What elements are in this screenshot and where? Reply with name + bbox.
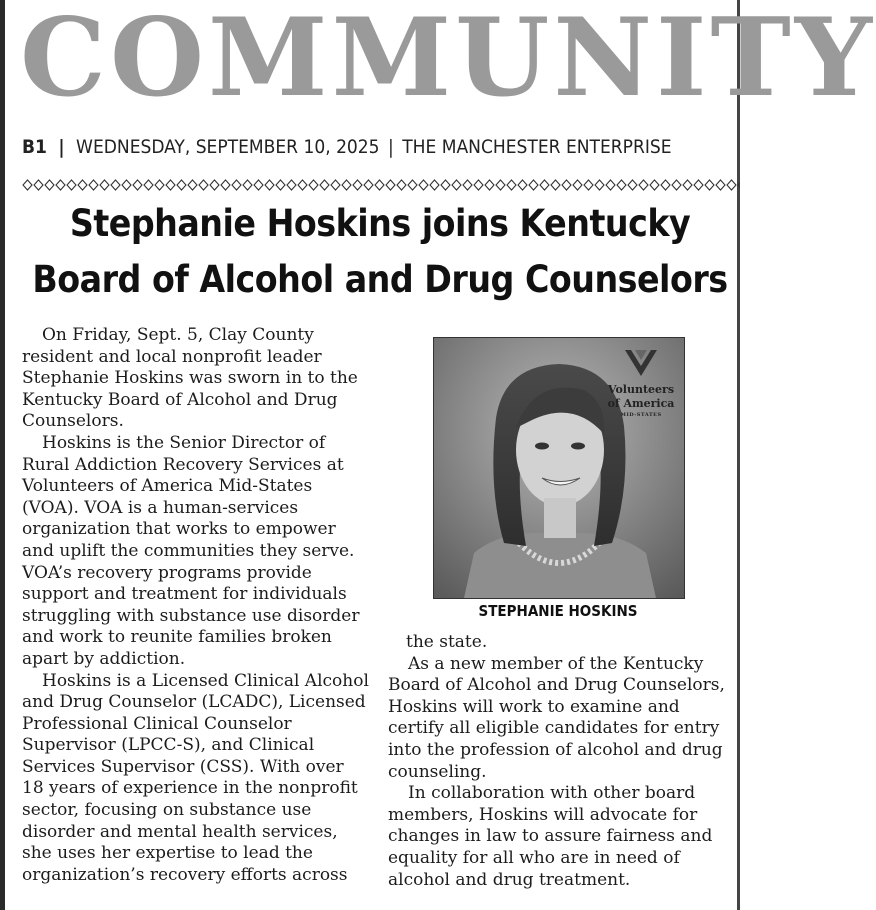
- voa-logo: [602, 348, 680, 418]
- article-paragraph: the state.: [406, 632, 488, 652]
- headline-line-2: Board of Alcohol and Drug Counselors: [32, 258, 728, 301]
- article-column-2: [388, 632, 730, 891]
- page-edge-left: [0, 0, 5, 910]
- article-paragraph: Hoskins is a Licensed Clinical Alcohol and Drug Counselor (LCADC), Licensed Professional Clinical Counselor Supervisor (LPCC-S), and Clinical Services Supervisor (CSS). With over 18 years of experience in the nonprofit sector, focusing on substance use disorder and mental health services, she uses her expertise to lead the organization’s recovery efforts across: [22, 670, 369, 885]
- article-column-1: [22, 325, 370, 886]
- article-paragraph: As a new member of the Kentucky Board of Alcohol and Drug Counselors, Hoskins will work to examine and certify all eligible candidates for entry into the profession of alcohol and drug counseling.: [388, 653, 725, 782]
- voa-logo-text-3: MID-STATES: [620, 412, 662, 418]
- photo-caption: STEPHANIE HOSKINS: [478, 602, 638, 620]
- voa-logo-text-2: of America: [607, 397, 675, 410]
- voa-logo-text-1: Volunteers: [607, 383, 675, 396]
- section-masthead: [20, 0, 876, 121]
- article-paragraph: On Friday, Sept. 5, Clay County resident and local nonprofit leader Stephanie Hoskins was sworn in to the Kentucky Board of Alcohol and Drug Counselors.: [22, 325, 358, 432]
- article-paragraph: In collaboration with other board members, Hoskins will advocate for changes in law to assure fairness and equality for all who are in need of alcohol and drug treatment.: [388, 783, 713, 890]
- publication-name: THE MANCHESTER ENTERPRISE: [402, 136, 672, 158]
- folio-separator: |: [388, 136, 394, 158]
- page-edge-right: [737, 0, 740, 910]
- headline-line-1: Stephanie Hoskins joins Kentucky: [69, 202, 691, 245]
- voa-logo-mark: [621, 348, 661, 378]
- publication-date: WEDNESDAY, SEPTEMBER 10, 2025: [76, 136, 380, 158]
- folio-separator: |: [58, 136, 65, 158]
- decorative-diamond-rule: [22, 178, 740, 192]
- article-headline: [22, 196, 738, 308]
- section-masthead-text: COMMUNITY: [20, 0, 876, 121]
- page-number: B1: [22, 136, 47, 158]
- article-paragraph: Hoskins is the Senior Director of Rural Addiction Recovery Services at Volunteers of America Mid-States (VOA). VOA is a human-services organization that works to empower and uplift the communities they serve. VOA’s recovery programs provide support and treatment for individuals struggling with substance use disorder and work to reunite families broken apart by addiction.: [22, 432, 360, 669]
- portrait-photo: [433, 337, 685, 599]
- page-folio: [22, 136, 672, 158]
